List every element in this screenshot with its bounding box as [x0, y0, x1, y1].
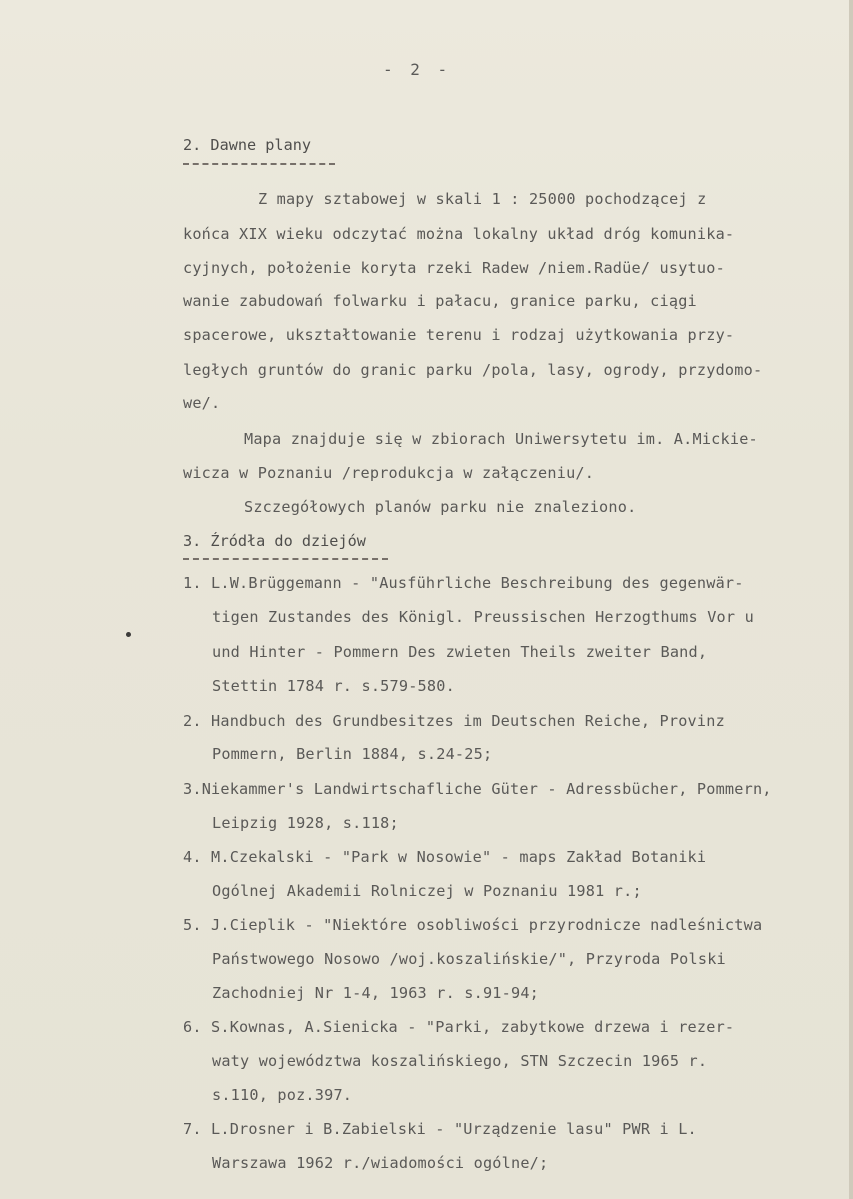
paragraph-1-line: Z mapy sztabowej w skali 1 : 25000 pochodzącej z [258, 190, 707, 208]
source-item-line: tigen Zustandes des Königl. Preussischen Herzogthums Vor u [212, 608, 754, 626]
paragraph-1-line: wanie zabudowań folwarku i pałacu, granice parku, ciągi [183, 292, 697, 310]
source-item-text: M.Czekalski - "Park w Nosowie" - maps Zakład Botaniki [211, 848, 707, 866]
source-item-1 [183, 574, 744, 592]
source-item-text: Handbuch des Grundbesitzes im Deutschen Reiche, Provinz [211, 712, 725, 730]
source-item-4 [183, 848, 706, 866]
paragraph-1-line: końca XIX wieku odczytać można lokalny układ dróg komunika- [183, 225, 735, 243]
source-item-number: 4. [183, 848, 202, 866]
paragraph-1-line: cyjnych, położenie koryta rzeki Radew /niem.Radüe/ usytuo- [183, 259, 725, 277]
source-item-line: Leipzig 1928, s.118; [212, 814, 399, 832]
source-item-7 [183, 1120, 697, 1138]
source-item-number: 5. [183, 916, 202, 934]
paragraph-2-line: wicza w Poznaniu /reprodukcja w załączeniu/. [183, 464, 595, 482]
source-item-2 [183, 712, 725, 730]
source-item-line: s.110, poz.397. [212, 1086, 353, 1104]
paragraph-1-line: ległych gruntów do granic parku /pola, lasy, ogrody, przydomo- [183, 361, 763, 379]
paragraph-3-line: Szczegółowych planów parku nie znaleziono. [244, 498, 637, 516]
page-number: - 2 - [383, 60, 452, 79]
margin-dot [126, 632, 131, 637]
source-item-line: Warszawa 1962 r./wiadomości ogólne/; [212, 1154, 549, 1172]
source-item-line: Pommern, Berlin 1884, s.24-25; [212, 745, 493, 763]
source-item-line: Zachodniej Nr 1-4, 1963 r. s.91-94; [212, 984, 540, 1002]
source-item-text: J.Cieplik - "Niektóre osobliwości przyrodnicze nadleśnictwa [211, 916, 763, 934]
source-item-line: Stettin 1784 r. s.579-580. [212, 677, 455, 695]
section-2-heading: 2. Dawne plany [183, 136, 312, 154]
source-item-text: Niekammer's Landwirtschafliche Güter - Adressbücher, Pommern, [201, 780, 772, 798]
source-item-3 [183, 780, 772, 798]
paragraph-1-line: spacerowe, ukształtowanie terenu i rodzaj użytkowania przy- [183, 326, 735, 344]
section-2-heading-underline [183, 163, 335, 165]
section-3-heading-underline [183, 558, 388, 560]
source-item-text: L.W.Brüggemann - "Ausführliche Beschreibung des gegenwär- [211, 574, 744, 592]
paragraph-2-line: Mapa znajduje się w zbiorach Uniwersytetu im. A.Mickie- [244, 430, 758, 448]
source-item-text: L.Drosner i B.Zabielski - "Urządzenie lasu" PWR i L. [211, 1120, 697, 1138]
page-edge [849, 0, 853, 1199]
source-item-line: und Hinter - Pommern Des zwieten Theils zweiter Band, [212, 643, 708, 661]
source-item-number: 1. [183, 574, 202, 592]
source-item-text: S.Kownas, A.Sienicka - "Parki, zabytkowe drzewa i rezer- [211, 1018, 735, 1036]
source-item-line: Ogólnej Akademii Rolniczej w Poznaniu 1981 r.; [212, 882, 642, 900]
source-item-line: waty województwa koszalińskiego, STN Szczecin 1965 r. [212, 1052, 708, 1070]
paragraph-1-line: we/. [183, 394, 221, 412]
source-item-number: 6. [183, 1018, 202, 1036]
source-item-5 [183, 916, 762, 934]
source-item-number: 7. [183, 1120, 202, 1138]
source-item-number: 2. [183, 712, 202, 730]
source-item-number: 3. [183, 780, 202, 798]
source-item-line: Państwowego Nosowo /woj.koszalińskie/", Przyroda Polski [212, 950, 726, 968]
source-item-6 [183, 1018, 734, 1036]
section-3-heading: 3. Źródła do dziejów [183, 532, 366, 550]
